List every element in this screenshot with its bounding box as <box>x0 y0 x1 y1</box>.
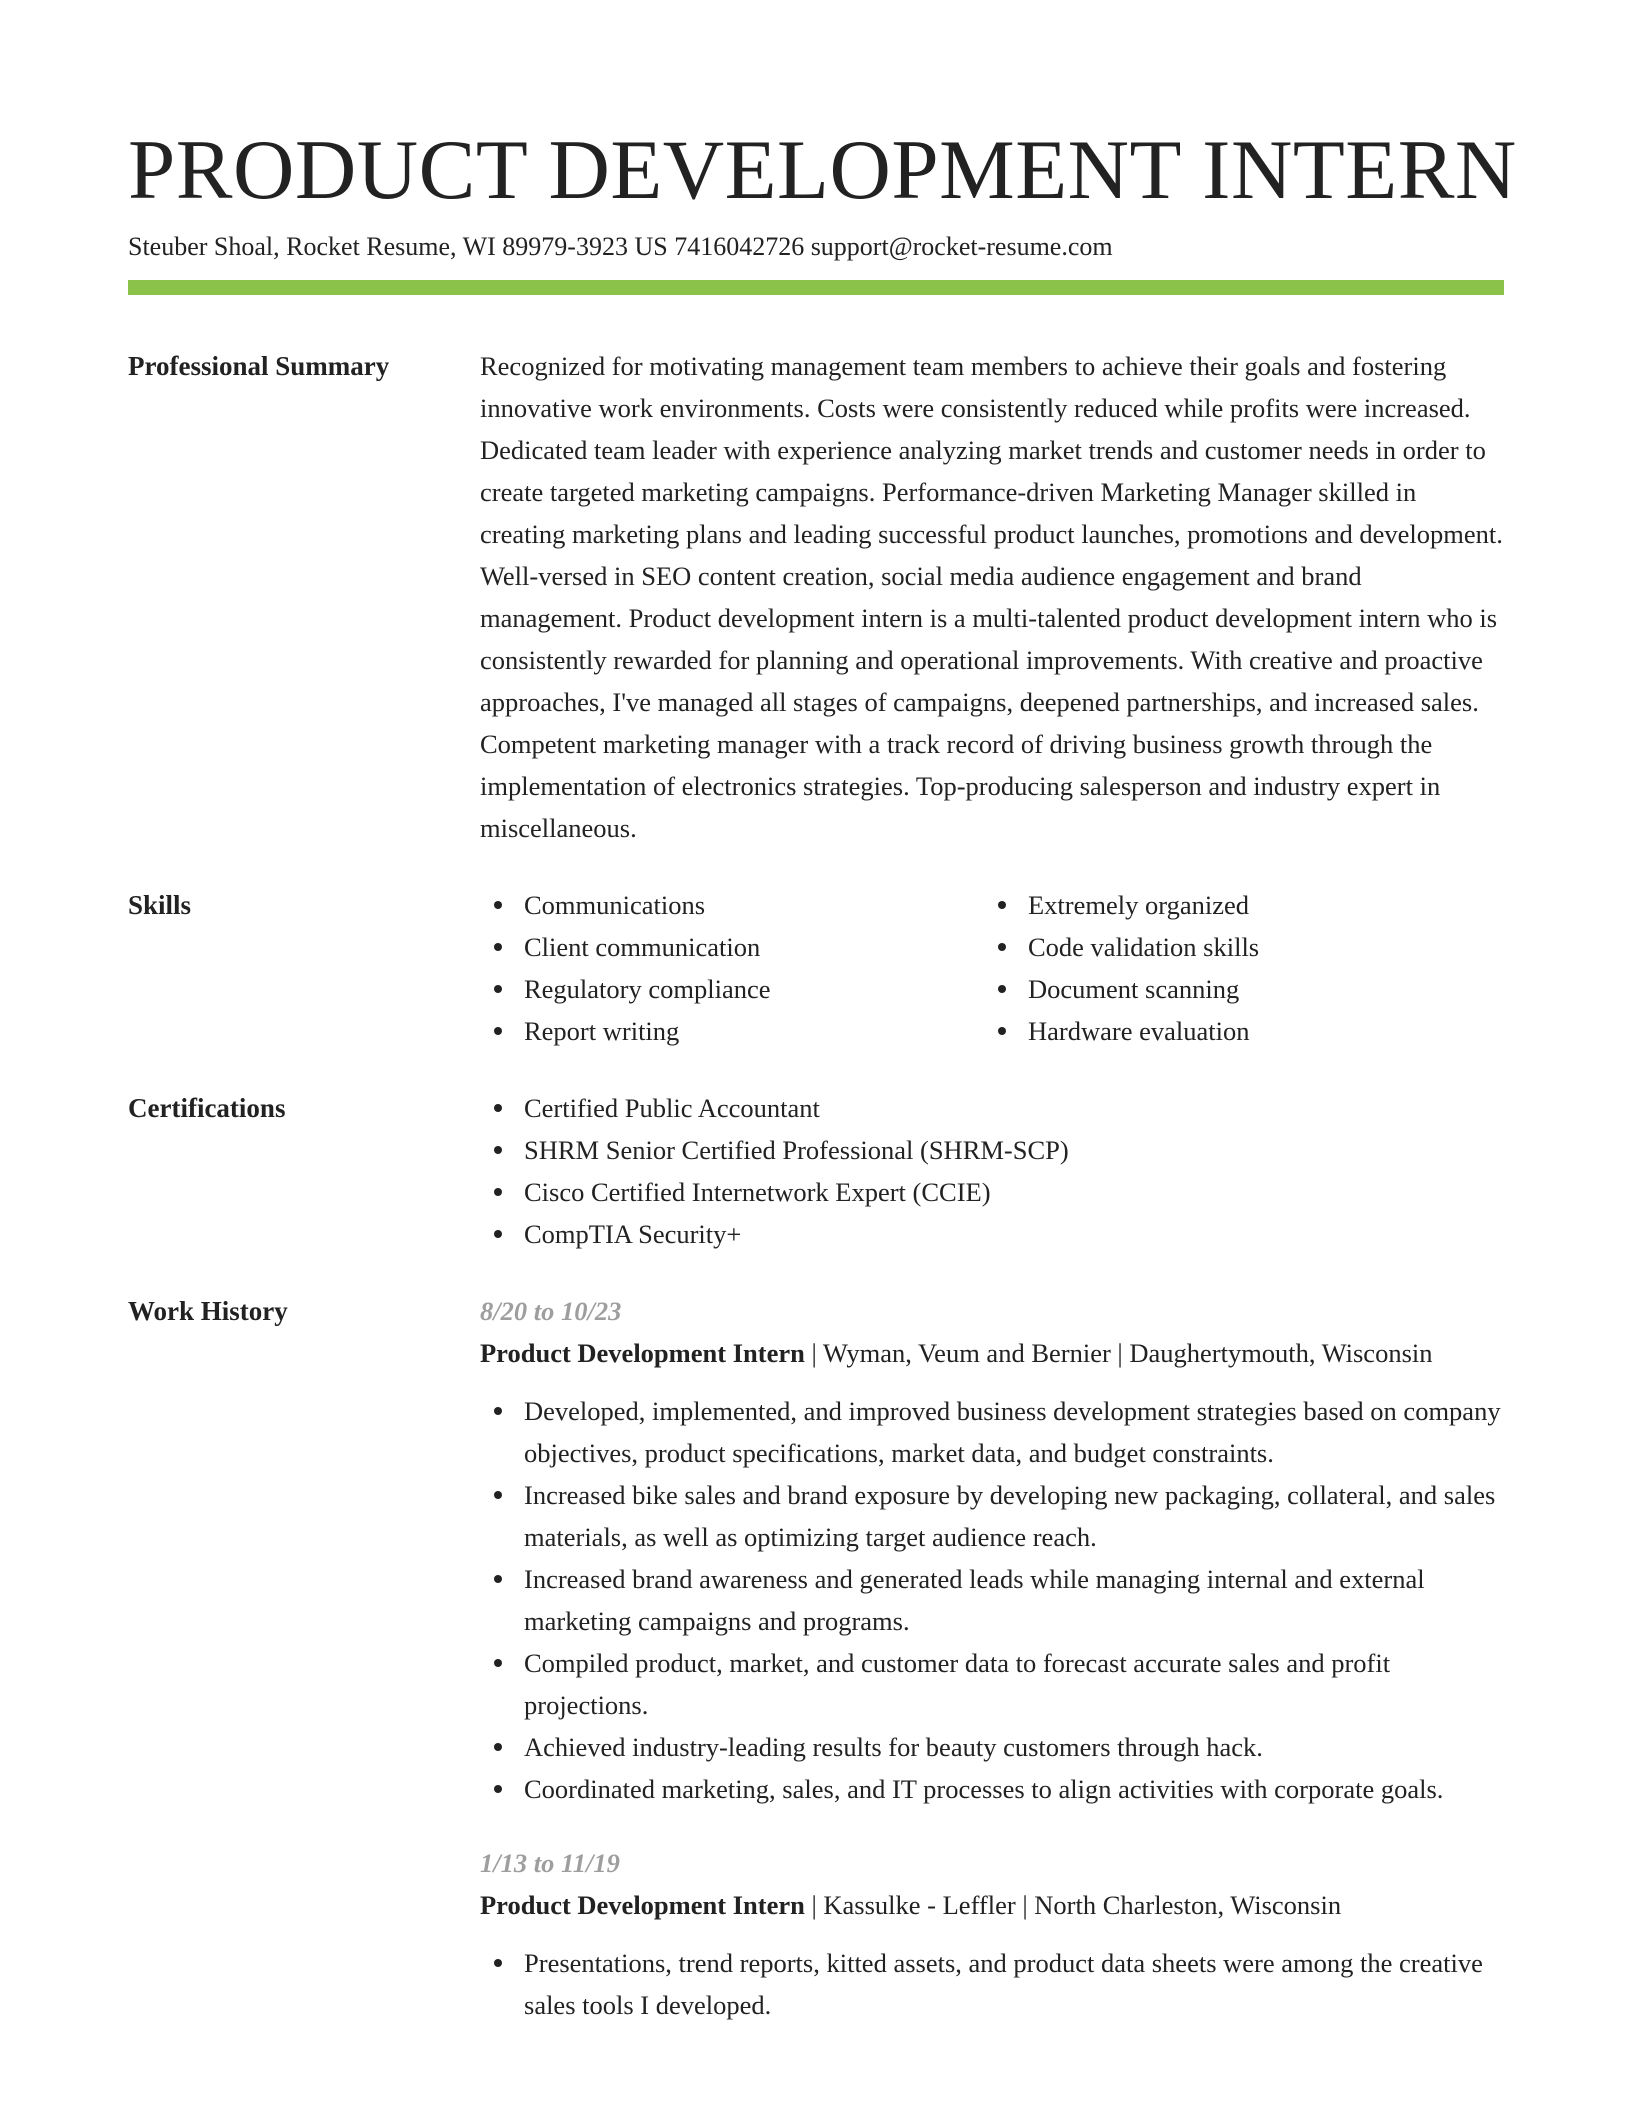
skills-column-right <box>984 884 1488 1052</box>
summary-section <box>128 345 1504 849</box>
skill-item: Document scanning <box>984 968 1488 1010</box>
summary-heading: Professional Summary <box>128 351 390 381</box>
certification-item: SHRM Senior Certified Professional (SHRM-SCP) <box>480 1129 1504 1171</box>
certification-item: CompTIA Security+ <box>480 1213 1504 1255</box>
header-divider <box>128 280 1504 295</box>
resume-page <box>128 120 1517 2026</box>
job-bullet: Developed, implemented, and improved business development strategies based on company objectives, product specifications, market data, and budget constraints. <box>480 1390 1504 1474</box>
job-details: | Wyman, Veum and Bernier | Daughertymouth, Wisconsin <box>804 1338 1433 1368</box>
skills-section <box>128 884 1504 1052</box>
contact-phone: 7416042726 <box>674 232 811 261</box>
job-header <box>480 1884 1504 1926</box>
skills-heading: Skills <box>128 890 192 920</box>
skill-item: Hardware evaluation <box>984 1010 1488 1052</box>
contact-address: Steuber Shoal, Rocket Resume, WI 89979-3923 US <box>128 232 675 261</box>
work-history-section <box>128 1290 1504 2026</box>
job-header <box>480 1332 1504 1374</box>
certifications-heading: Certifications <box>128 1093 286 1123</box>
job-dates: 8/20 to 10/23 <box>480 1296 622 1326</box>
certifications-list <box>480 1087 1504 1255</box>
skill-item: Report writing <box>480 1010 984 1052</box>
skill-item: Extremely organized <box>984 884 1488 926</box>
job-bullet: Compiled product, market, and customer data to forecast accurate sales and profit projections. <box>480 1642 1504 1726</box>
job-bullet: Achieved industry-leading results for beauty customers through hack. <box>480 1726 1504 1768</box>
work-history-heading: Work History <box>128 1296 288 1326</box>
summary-text: Recognized for motivating management team members to achieve their goals and fostering innovative work environments. Costs were consistently reduced while profits were increased. Dedicated team leader with experience analyzing market trends and customer needs in order to create targeted marketing campaigns. Performance-driven Marketing Manager skilled in creating marketing plans and leading successful product launches, promotions and development. Well-versed in SEO content creation, social media audience engagement and brand management. Product development intern is a multi-talented product development intern who is consistently rewarded for planning and operational improvements. With creative and proactive approaches, I've managed all stages of campaigns, deepened partnerships, and increased sales. Competent marketing manager with a track record of driving business growth through the implementation of electronics strategies. Top-producing salesperson and industry expert in miscellaneous. <box>480 351 1503 843</box>
skill-item: Regulatory compliance <box>480 968 984 1010</box>
work-history-body <box>480 1290 1504 2026</box>
job-bullet: Presentations, trend reports, kitted assets, and product data sheets were among the creative sales tools I developed. <box>480 1942 1504 2026</box>
job-bullets <box>480 1390 1504 1810</box>
certification-item: Cisco Certified Internetwork Expert (CCIE) <box>480 1171 1504 1213</box>
skills-column-left <box>480 884 984 1052</box>
job-bullets <box>480 1942 1504 2026</box>
resume-title: PRODUCT DEVELOPMENT INTERN <box>128 123 1517 217</box>
job-title: Product Development Intern <box>480 1890 805 1920</box>
job-bullet: Increased bike sales and brand exposure by developing new packaging, collateral, and sales materials, as well as optimizing target audience reach. <box>480 1474 1504 1558</box>
job-bullet: Coordinated marketing, sales, and IT processes to align activities with corporate goals. <box>480 1768 1504 1810</box>
certifications-body <box>480 1087 1504 1255</box>
job-details: | Kassulke - Leffler | North Charleston, Wisconsin <box>804 1890 1342 1920</box>
job-entry <box>480 1290 1504 1810</box>
job-bullet: Increased brand awareness and generated leads while managing internal and external marketing campaigns and programs. <box>480 1558 1504 1642</box>
skill-item: Client communication <box>480 926 984 968</box>
job-title: Product Development Intern <box>480 1338 805 1368</box>
job-entry <box>480 1842 1504 2026</box>
skills-grid <box>480 884 1504 1052</box>
skill-item: Communications <box>480 884 984 926</box>
contact-email: support@rocket-resume.com <box>810 232 1113 261</box>
certifications-section <box>128 1087 1504 1255</box>
skill-item: Code validation skills <box>984 926 1488 968</box>
certification-item: Certified Public Accountant <box>480 1087 1504 1129</box>
job-dates: 1/13 to 11/19 <box>480 1848 620 1878</box>
contact-line <box>128 230 1504 264</box>
